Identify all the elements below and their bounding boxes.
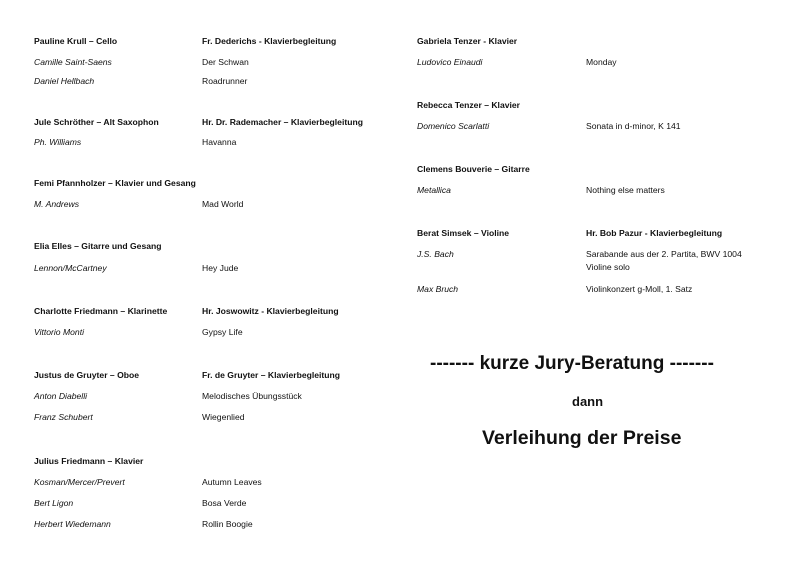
piece-title: Monday xyxy=(586,57,617,67)
awards-heading: Verleihung der Preise xyxy=(482,427,682,449)
performer-name: Berat Simsek – Violine xyxy=(417,228,510,238)
piece-title: Melodisches Übungsstück xyxy=(202,391,302,401)
accompanist-name: Hr. Dr. Rademacher – Klavierbegleitung xyxy=(202,117,363,127)
piece-title: Sarabande aus der 2. Partita, BWV 1004 xyxy=(586,249,742,259)
performer-name: Clemens Bouverie – Gitarre xyxy=(417,164,530,174)
piece-title-line2: Violine solo xyxy=(586,262,630,272)
accompanist-name: Fr. de Gruyter – Klavierbegleitung xyxy=(202,370,341,380)
piece-title: Roadrunner xyxy=(202,76,248,86)
composer: M. Andrews xyxy=(34,199,80,209)
piece-title: Autumn Leaves xyxy=(202,477,262,487)
composer: Herbert Wiedemann xyxy=(34,519,111,529)
performer-name: Charlotte Friedmann – Klarinette xyxy=(34,306,168,316)
composer: Kosman/Mercer/Prevert xyxy=(34,477,125,487)
then-text: dann xyxy=(572,394,604,409)
composer: Domenico Scarlatti xyxy=(417,121,490,131)
performer-name: Jule Schröther – Alt Saxophon xyxy=(34,117,159,127)
composer: Bert Ligon xyxy=(34,498,74,508)
performer-name: Justus de Gruyter – Oboe xyxy=(34,370,140,380)
piece-title: Bosa Verde xyxy=(202,498,247,508)
piece-title: Violinkonzert g-Moll, 1. Satz xyxy=(586,284,693,294)
performer-name: Rebecca Tenzer – Klavier xyxy=(417,100,521,110)
composer: Franz Schubert xyxy=(34,412,93,422)
composer: Anton Diabelli xyxy=(34,391,88,401)
accompanist-name: Fr. Dederichs - Klavierbegleitung xyxy=(202,36,337,46)
piece-title: Wiegenlied xyxy=(202,412,245,422)
composer: Daniel Hellbach xyxy=(34,76,95,86)
piece-title: Gypsy Life xyxy=(202,327,243,337)
piece-title: Mad World xyxy=(202,199,244,209)
performer-name: Gabriela Tenzer - Klavier xyxy=(417,36,518,46)
piece-title: Havanna xyxy=(202,137,237,147)
piece-title: Hey Jude xyxy=(202,263,239,273)
performer-name: Julius Friedmann – Klavier xyxy=(34,456,144,466)
composer: J.S. Bach xyxy=(417,249,454,259)
accompanist-name: Hr. Bob Pazur - Klavierbegleitung xyxy=(586,228,723,238)
composer: Ph. Williams xyxy=(34,137,82,147)
performer-name: Pauline Krull – Cello xyxy=(34,36,118,46)
performer-name: Elia Elles – Gitarre und Gesang xyxy=(34,241,162,251)
piece-title: Nothing else matters xyxy=(586,185,665,195)
composer: Camille Saint-Saens xyxy=(34,57,112,67)
piece-title: Sonata in d-minor, K 141 xyxy=(586,121,681,131)
jury-heading: ------- kurze Jury-Beratung ------- xyxy=(430,353,714,374)
composer: Ludovico Einaudi xyxy=(417,57,483,67)
piece-title: Rollin Boogie xyxy=(202,519,253,529)
composer: Max Bruch xyxy=(417,284,459,294)
composer: Vittorio Monti xyxy=(34,327,84,337)
composer: Lennon/McCartney xyxy=(34,263,107,273)
performer-name: Femi Pfannholzer – Klavier und Gesang xyxy=(34,178,196,188)
piece-title: Der Schwan xyxy=(202,57,249,67)
composer: Metallica xyxy=(417,185,451,195)
accompanist-name: Hr. Joswowitz - Klavierbegleitung xyxy=(202,306,339,316)
